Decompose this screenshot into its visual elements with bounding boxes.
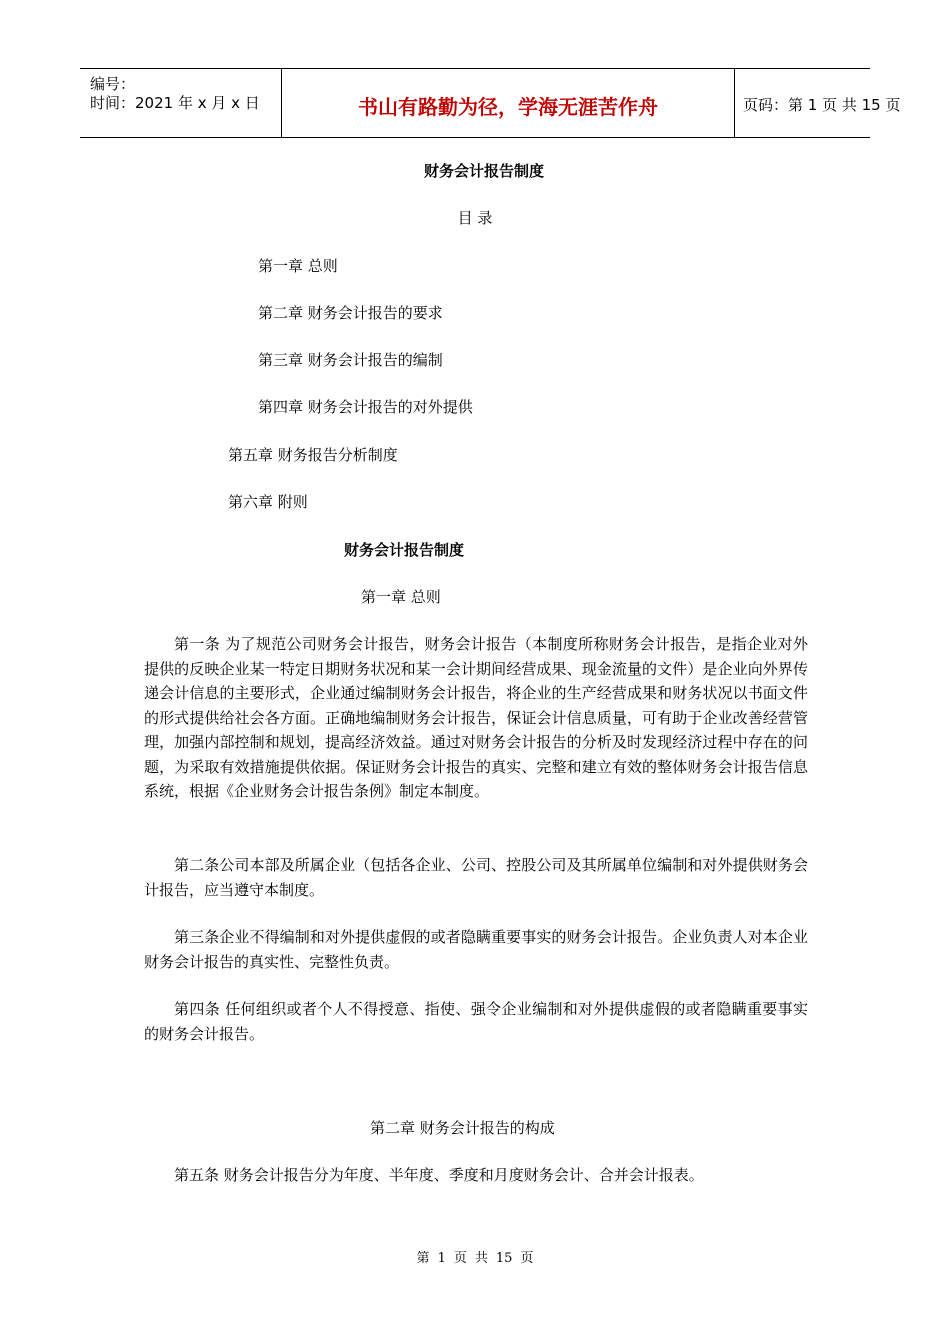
toc-item: 第六章 附则 [228, 493, 308, 511]
footer-total-number: 15 [495, 1251, 513, 1266]
chapter-heading: 第二章 财务会计报告的构成 [370, 1119, 555, 1137]
header-table [80, 68, 901, 138]
header-meta-cell [80, 69, 282, 137]
footer-page-number: 1 [437, 1251, 446, 1266]
toc-item: 第五章 财务报告分析制度 [228, 446, 398, 464]
number-label: 编号： [90, 75, 136, 93]
doc-title: 财务会计报告制度 [423, 162, 544, 180]
date-label: 时间：2021 年 x 月 x 日 [90, 94, 260, 112]
article-paragraph: 第五条 财务会计报告分为年度、半年度、季度和月度财务会计、合并会计报表。 [174, 1166, 704, 1184]
article-paragraph: 第四条 任何组织或者个人不得授意、指使、强令企业编制和对外提供虚假的或者隐瞒重要事实的财务会计报告。 [144, 1000, 808, 1043]
footer-page-unit: 页 [453, 1251, 467, 1266]
article-paragraph: 第一条 为了规范公司财务会计报告，财务会计报告（本制度所称财务会计报告，是指企业对外提供的反映企业某一特定日期财务状况和某一会计期间经营成果、现金流量的文件）是企业向外界传递会计信息的主要形式，企业通过编制财务会计报告，将企业的生产经营成果和财务状况以书面文件的形式提供给社会各方面。正确地编制财务会计报告，保证会计信息质量，可有助于企业改善经营管理，加强内部控制和规划，提高经济效益。通过对财务会计报告的分析及时发现经济过程中存在的问题，为采取有效措施提供依据。保证财务会计报告的真实、完整和建立有效的整体财务会计报告信息系统，根据《企业财务会计报告条例》制定本制度。 [144, 635, 808, 800]
article-paragraph: 第二条公司本部及所属企业（包括各企业、公司、控股公司及其所属单位编制和对外提供财务会计报告，应当遵守本制度。 [144, 856, 808, 899]
chapter-heading: 第一章 总则 [361, 588, 441, 606]
toc-item: 第一章 总则 [258, 257, 338, 275]
toc-item: 第四章 财务会计报告的对外提供 [258, 398, 473, 416]
header-page-cell [735, 69, 901, 137]
motto: 书山有路勤为径，学海无涯苦作舟 [358, 95, 658, 119]
page-footer [0, 1247, 950, 1266]
body-title: 财务会计报告制度 [344, 541, 465, 559]
footer-total-unit: 页 [520, 1251, 534, 1266]
header-motto-cell [282, 69, 735, 137]
footer-page-label: 第 [416, 1251, 430, 1266]
page-info: 页码：第 1 页 共 15 页 [743, 96, 901, 114]
toc-item: 第二章 财务会计报告的要求 [258, 304, 443, 322]
toc-item: 第三章 财务会计报告的编制 [258, 351, 443, 369]
footer-total-label: 共 [474, 1251, 488, 1266]
article-paragraph: 第三条企业不得编制和对外提供虚假的或者隐瞒重要事实的财务会计报告。企业负责人对本企业财务会计报告的真实性、完整性负责。 [144, 928, 808, 971]
toc-title: 目 录 [457, 209, 493, 227]
